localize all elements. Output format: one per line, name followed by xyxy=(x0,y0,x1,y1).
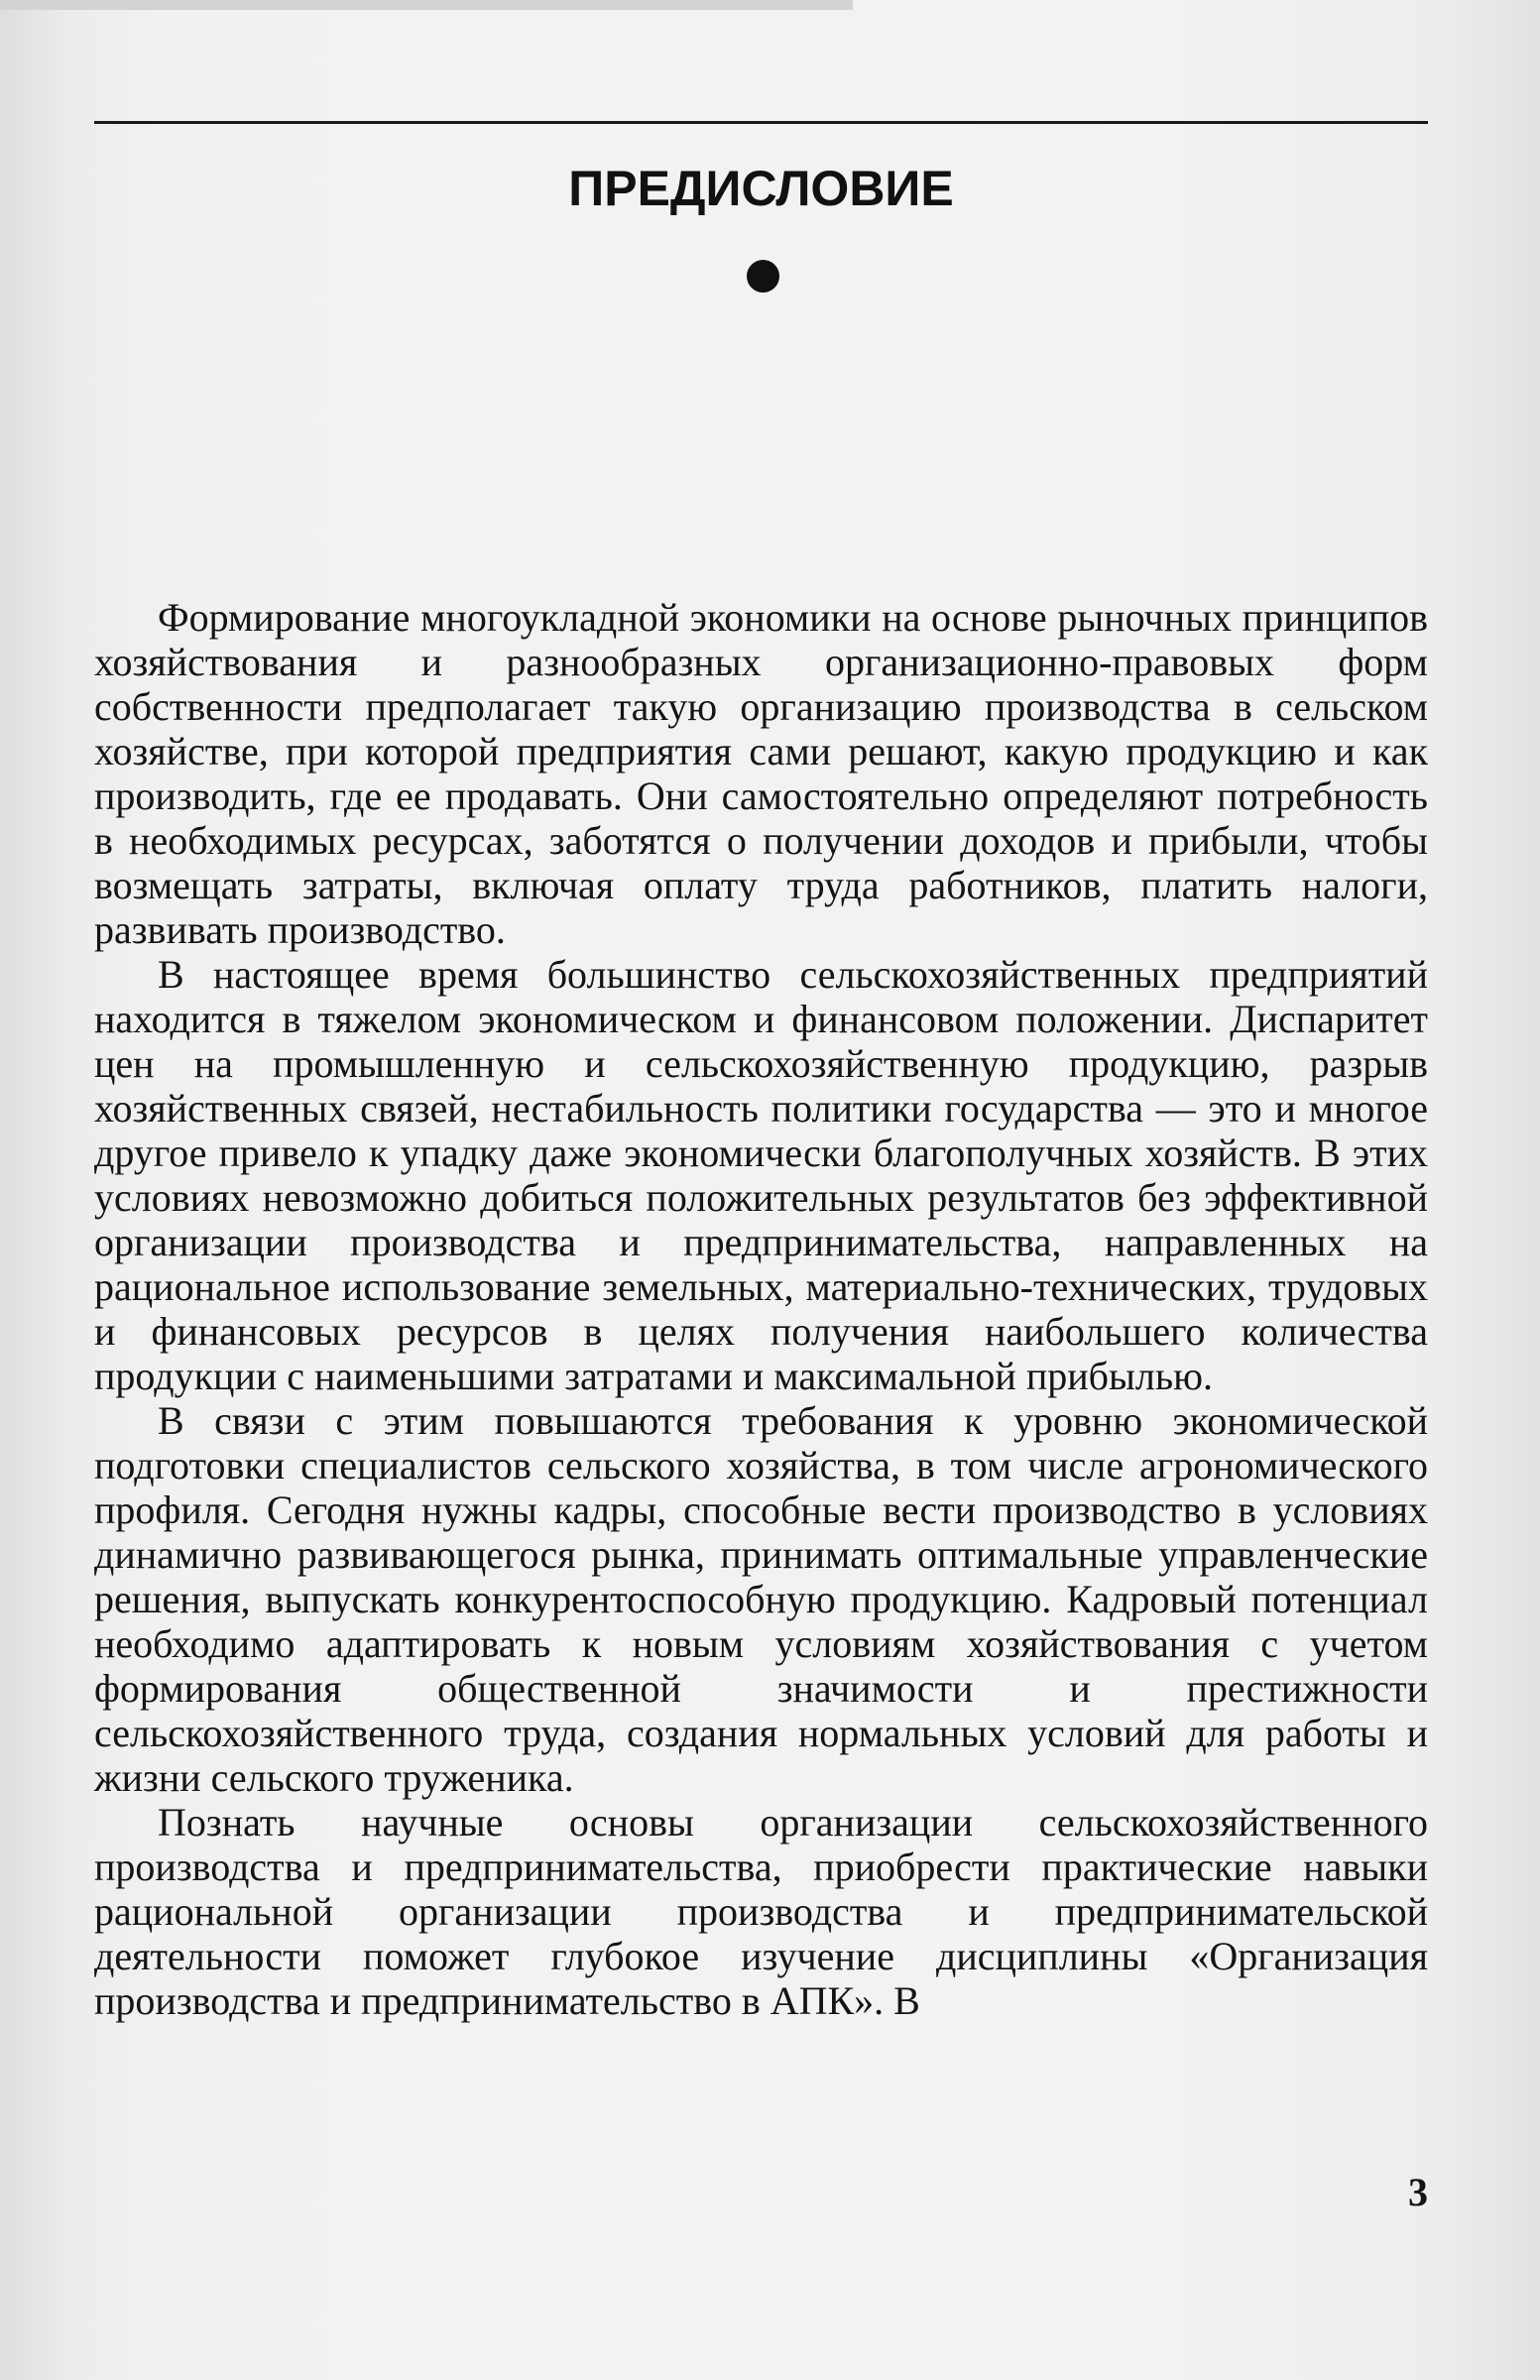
paragraph: Познать научные основы организации сельскохозяйственного производства и предпринимательства, приобрести практические навыки рациональной организации производства и предпринимательской деятельности поможет глубокое изучение дисциплины «Организация производства и предпринимательство в АПК». В xyxy=(94,1800,1428,2023)
page-title: ПРЕДИСЛОВИЕ xyxy=(568,161,954,216)
page-number: 3 xyxy=(1408,2170,1428,2214)
header-rule xyxy=(94,121,1428,124)
paragraph: В связи с этим повышаются требования к уровню экономической подготовки специалистов сельского хозяйства, в том числе агрономического профиля. Сегодня нужны кадры, способные вести производство в условиях динамично развивающегося рынка, принимать оптимальные управленческие решения, выпускать конкурентоспособную продукцию. Кадровый потенциал необходимо адаптировать к новым условиям хозяйствования с учетом формирования общественной значимости и престижности сельскохозяйственного труда, создания нормальных условий для работы и жизни сельского труженика. xyxy=(94,1398,1428,1800)
paragraph: В настоящее время большинство сельскохозяйственных предприятий находится в тяжелом экономическом и финансовом положении. Диспаритет цен на промышленную и сельскохозяйственную продукцию, разрыв хозяйственных связей, нестабильность политики государства — это и многое другое привело к упадку даже экономически благополучных хозяйств. В этих условиях невозможно добиться положительных результатов без эффективной организации производства и предпринимательства, направленных на рациональное использование земельных, материально-технических, трудовых и финансовых ресурсов в целях получения наибольшего количества продукции с наименьшими затратами и максимальной прибылью. xyxy=(94,952,1428,1398)
bullet-ornament xyxy=(747,260,779,293)
body-text xyxy=(94,595,1428,2023)
scan-shadow xyxy=(0,0,853,10)
paragraph: Формирование многоукладной экономики на основе рыночных принципов хозяйствования и разнообразных организационно-правовых форм собственности предполагает такую организацию производства в сельском хозяйстве, при которой предприятия сами решают, какую продукцию и как производить, где ее продавать. Они самостоятельно определяют потребность в необходимых ресурсах, заботятся о получении доходов и прибыли, чтобы возмещать затраты, включая оплату труда работников, платить налоги, развивать производство. xyxy=(94,595,1428,952)
